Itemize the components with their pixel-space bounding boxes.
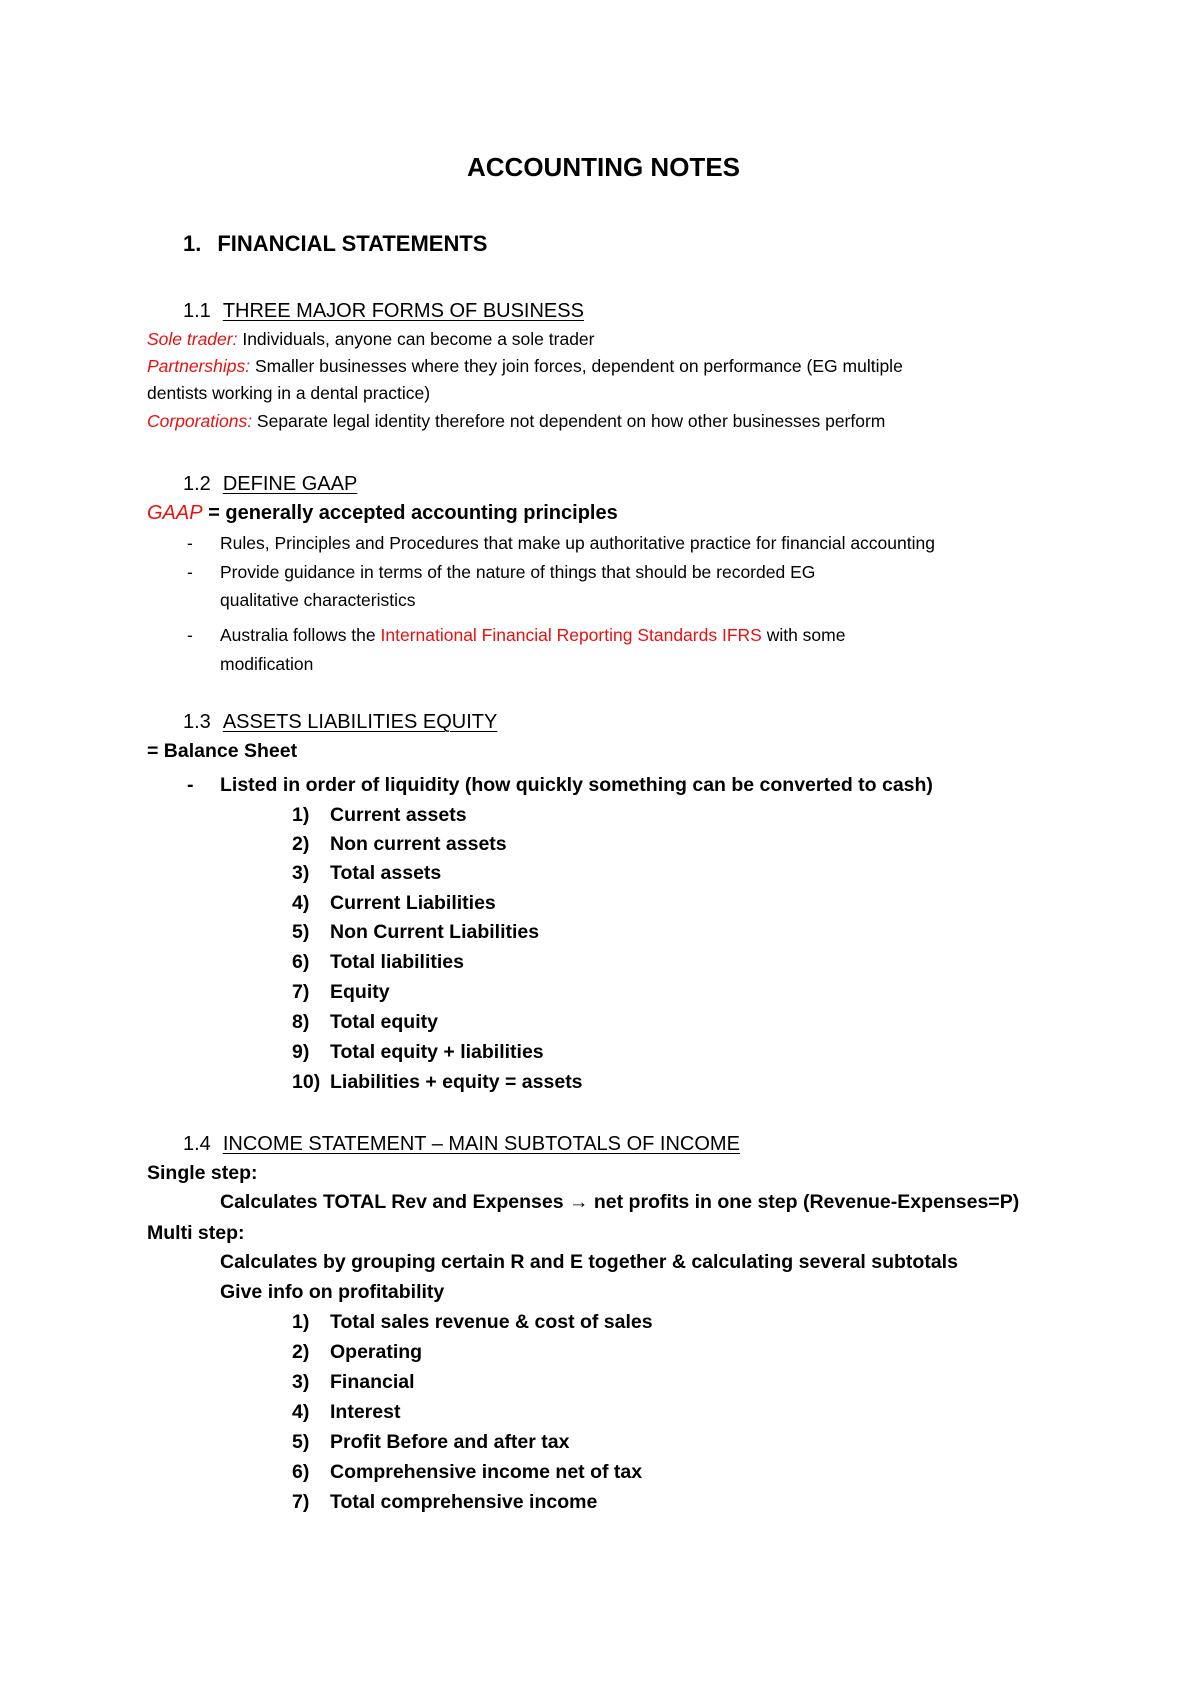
list-number: 6) xyxy=(292,951,310,973)
text: with some xyxy=(761,625,846,645)
text: Calculates TOTAL Rev and Expenses xyxy=(220,1191,569,1213)
section-title: FINANCIAL STATEMENTS xyxy=(217,231,488,256)
definition: Individuals, anyone can become a sole trader xyxy=(237,329,595,349)
list-item: Comprehensive income net of tax xyxy=(330,1461,643,1483)
term: Partnerships: xyxy=(147,356,251,376)
balance-sheet-label: = Balance Sheet xyxy=(147,740,298,762)
subsection-title: ASSETS LIABILITIES EQUITY xyxy=(222,711,498,733)
term: Sole trader: xyxy=(147,329,238,349)
subsection-title: INCOME STATEMENT – MAIN SUBTOTALS OF INCOME xyxy=(222,1133,740,1155)
list-number: 5) xyxy=(292,921,310,943)
list-number: 1) xyxy=(292,1311,310,1333)
liquidity-bullet: Listed in order of liquidity (how quickly something can be converted to cash) xyxy=(220,774,933,796)
subsection-title: THREE MAJOR FORMS OF BUSINESS xyxy=(222,300,584,322)
subsection-1-4-heading xyxy=(183,1134,740,1154)
bullet-dash: - xyxy=(187,774,194,796)
list-number: 9) xyxy=(292,1041,310,1063)
list-item: Current assets xyxy=(330,804,467,826)
list-number: 4) xyxy=(292,1401,310,1423)
business-form-corporations xyxy=(147,413,885,431)
right-arrow-icon: → xyxy=(568,1191,589,1213)
list-item: Operating xyxy=(330,1341,423,1363)
single-step-label: Single step: xyxy=(147,1162,258,1184)
definition: Separate legal identity therefore not dependent on how other businesses perform xyxy=(252,411,886,431)
gaap-bullet-2-cont: qualitative characteristics xyxy=(220,590,416,610)
term: GAAP xyxy=(147,502,203,524)
section-1-heading xyxy=(183,233,487,255)
subsection-title: DEFINE GAAP xyxy=(222,473,358,495)
subsection-number: 1.2 xyxy=(183,473,211,495)
list-number: 2) xyxy=(292,833,310,855)
list-item: Financial xyxy=(330,1371,415,1393)
subsection-number: 1.4 xyxy=(183,1133,211,1155)
section-number: 1. xyxy=(183,231,202,256)
business-form-partnerships-cont: dentists working in a dental practice) xyxy=(147,383,431,403)
list-number: 2) xyxy=(292,1341,310,1363)
list-item: Profit Before and after tax xyxy=(330,1431,570,1453)
list-number: 3) xyxy=(292,862,310,884)
subsection-1-1-heading xyxy=(183,301,584,321)
definition: = generally accepted accounting principles xyxy=(202,502,618,524)
bullet-dash: - xyxy=(187,562,193,582)
business-form-sole-trader xyxy=(147,331,595,349)
gaap-bullet-1: Rules, Principles and Procedures that make up authoritative practice for financial accounting xyxy=(220,533,935,553)
list-number: 6) xyxy=(292,1461,310,1483)
list-item: Liabilities + equity = assets xyxy=(330,1071,583,1093)
multi-step-description-2: Give info on profitability xyxy=(220,1281,445,1303)
multi-step-description-1: Calculates by grouping certain R and E together & calculating several subtotals xyxy=(220,1251,958,1273)
list-number: 8) xyxy=(292,1011,310,1033)
page-title: ACCOUNTING NOTES xyxy=(467,152,740,182)
list-item: Total sales revenue & cost of sales xyxy=(330,1311,653,1333)
list-item: Non Current Liabilities xyxy=(330,921,540,943)
subsection-1-3-heading xyxy=(183,712,497,732)
multi-step-label: Multi step: xyxy=(147,1222,245,1244)
list-item: Total equity xyxy=(330,1011,438,1033)
bullet-dash: - xyxy=(187,625,193,645)
text: Australia follows the xyxy=(220,625,381,645)
subsection-number: 1.1 xyxy=(183,300,211,322)
ifrs-highlight: International Financial Reporting Standards IFRS xyxy=(380,625,762,645)
subsection-number: 1.3 xyxy=(183,711,211,733)
list-number: 1) xyxy=(292,804,310,826)
gaap-definition xyxy=(147,503,618,523)
list-number: 4) xyxy=(292,892,310,914)
list-number: 7) xyxy=(292,981,310,1003)
list-item: Total assets xyxy=(330,862,442,884)
list-item: Non current assets xyxy=(330,833,507,855)
gaap-bullet-3-cont: modification xyxy=(220,654,314,674)
list-item: Interest xyxy=(330,1401,401,1423)
list-number: 3) xyxy=(292,1371,310,1393)
list-number: 10) xyxy=(292,1071,321,1093)
list-item: Current Liabilities xyxy=(330,892,496,914)
business-form-partnerships xyxy=(147,358,903,376)
subsection-1-2-heading xyxy=(183,474,357,494)
list-item: Equity xyxy=(330,981,390,1003)
list-item: Total comprehensive income xyxy=(330,1491,598,1513)
gaap-bullet-2: Provide guidance in terms of the nature of things that should be recorded EG xyxy=(220,562,816,582)
single-step-description xyxy=(220,1193,1019,1213)
bullet-dash: - xyxy=(187,533,193,553)
term: Corporations: xyxy=(147,411,253,431)
list-number: 5) xyxy=(292,1431,310,1453)
list-item: Total equity + liabilities xyxy=(330,1041,544,1063)
text: net profits in one step (Revenue-Expenses=P) xyxy=(588,1191,1020,1213)
list-item: Total liabilities xyxy=(330,951,464,973)
definition: Smaller businesses where they join forces, dependent on performance (EG multiple xyxy=(250,356,903,376)
gaap-bullet-3 xyxy=(220,627,845,645)
list-number: 7) xyxy=(292,1491,310,1513)
